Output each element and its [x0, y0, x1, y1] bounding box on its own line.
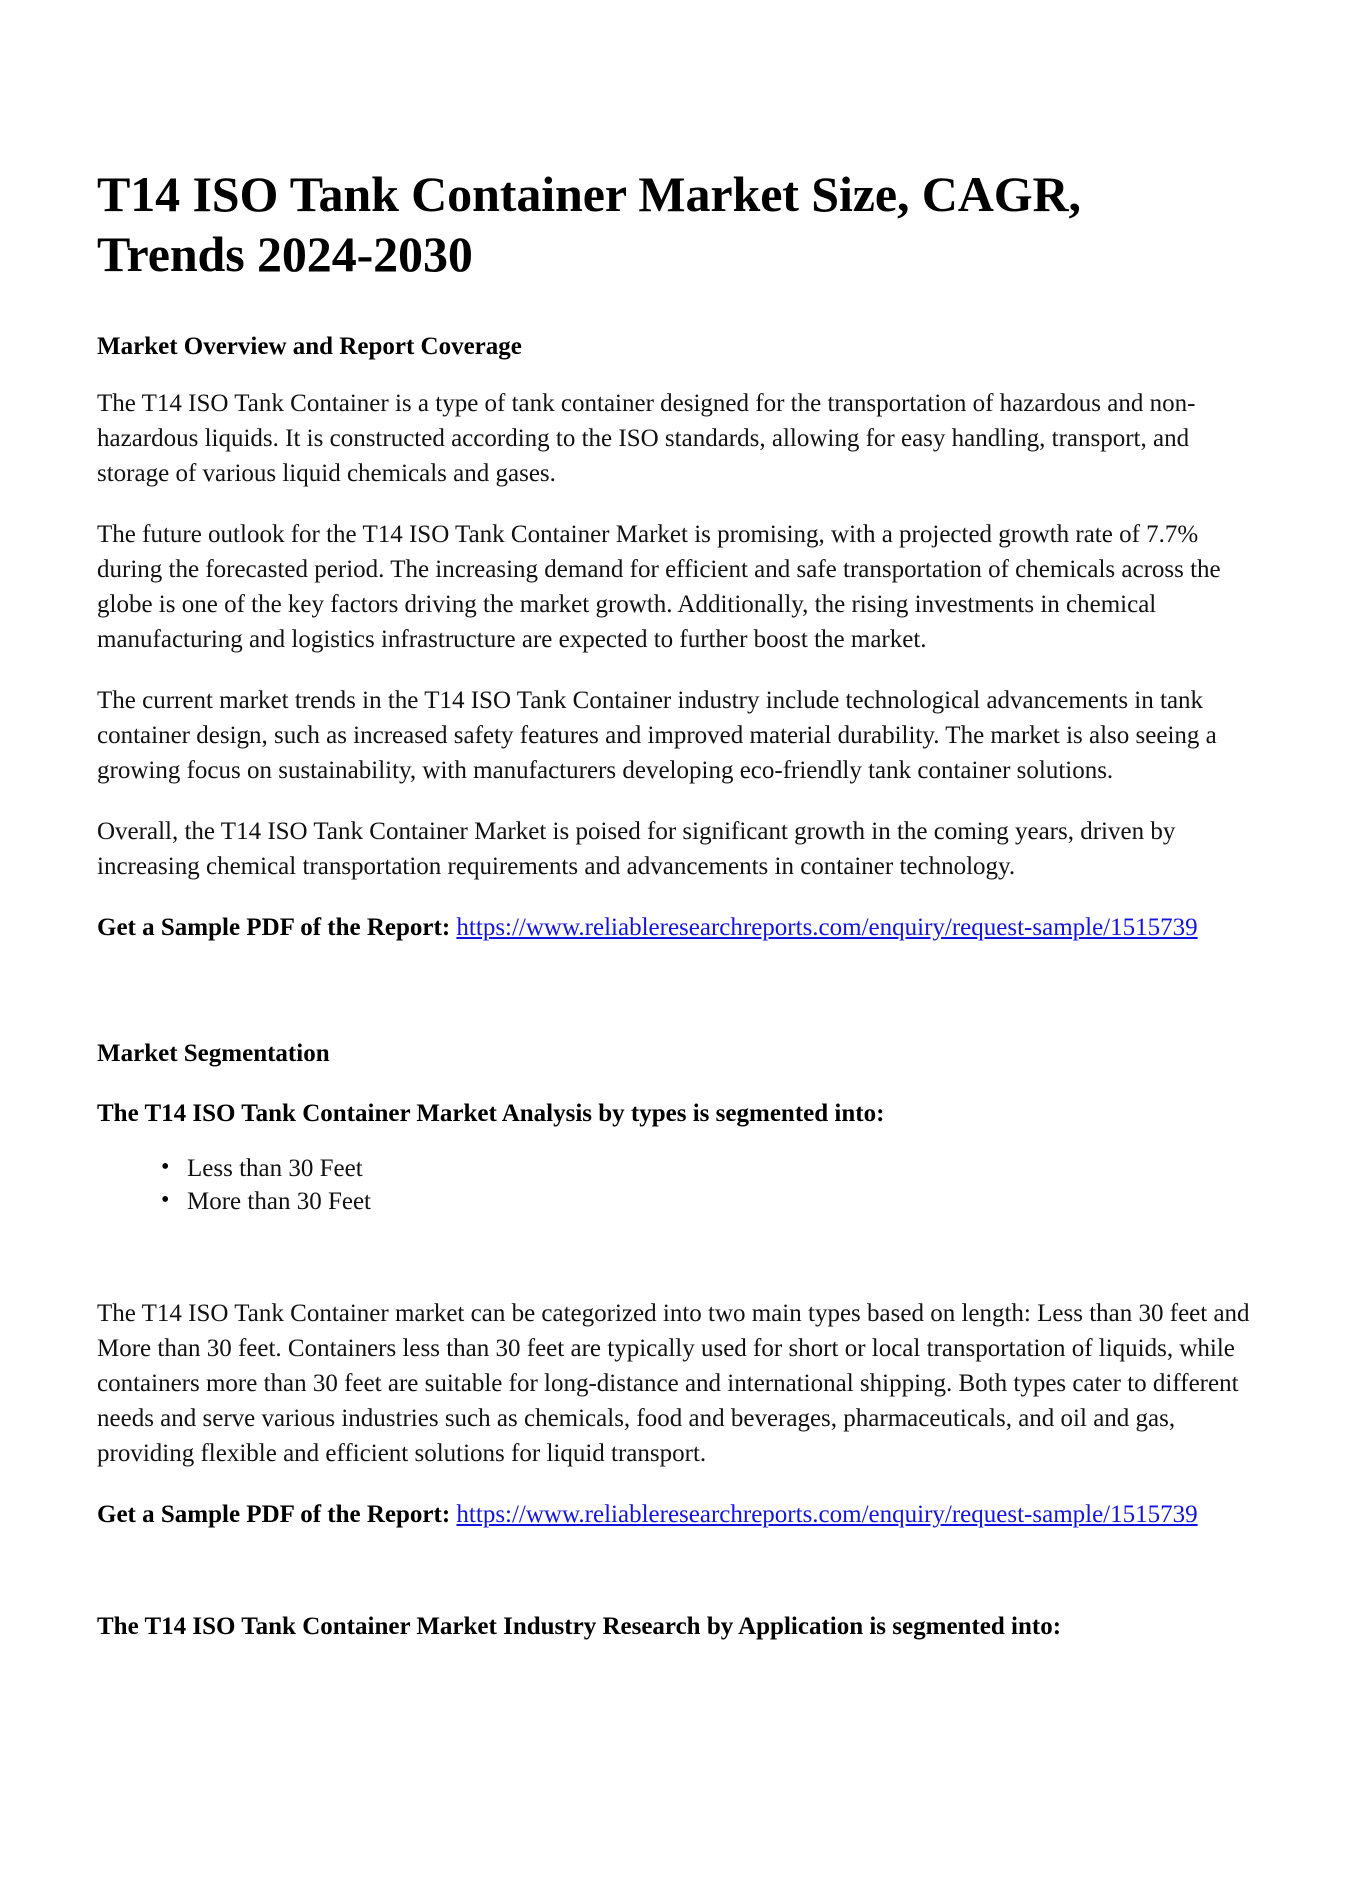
spacer	[97, 657, 1252, 683]
spacer	[97, 284, 1252, 330]
spacer	[97, 364, 1252, 386]
paragraph-type-description: The T14 ISO Tank Container market can be categorized into two main types based on length: Less than 30 feet and More than 30 feet. Containers less than 30 feet are typically used for short or local transportation of liquids, while containers more than 30 feet are suitable for long-distance and international shipping. Both types cater to different needs and serve various industries such as chemicals, food and beverages, pharmaceuticals, and oil and gas, providing flexible and efficient solutions for liquid transport.	[97, 1300, 1250, 1468]
sample-pdf-link[interactable]: https://www.reliableresearchreports.com/enquiry/request-sample/1515739	[456, 913, 1198, 941]
list-item: • More than 30 Feet	[161, 1185, 1252, 1218]
spacer	[97, 945, 1252, 1037]
section-heading-market-overview: Market Overview and Report Coverage	[97, 333, 522, 360]
sample-pdf-label: Get a Sample PDF of the Report:	[97, 1501, 457, 1529]
spacer	[97, 1471, 1252, 1497]
sample-pdf-cta-first	[97, 910, 1252, 945]
document-content	[97, 0, 1252, 1644]
spacer	[97, 788, 1252, 814]
spacer	[97, 1130, 1252, 1152]
spacer	[97, 1218, 1252, 1296]
paragraph-current-trends: The current market trends in the T14 ISO Tank Container industry include technological advancements in tank container design, such as increased safety features and improved material durability. The market is also seeing a growing focus on sustainability, with manufacturers developing eco-friendly tank container solutions.	[97, 686, 1217, 784]
sample-pdf-label: Get a Sample PDF of the Report:	[97, 913, 457, 941]
spacer	[97, 1071, 1252, 1097]
list-item: • Less than 30 Feet	[161, 1152, 1252, 1185]
section-heading-application: The T14 ISO Tank Container Market Industry Research by Application is segmented into:	[97, 1613, 1062, 1641]
paragraph-future-outlook: The future outlook for the T14 ISO Tank Container Market is promising, with a projected growth rate of 7.7% during the forecasted period. The increasing demand for efficient and safe transportation of chemicals across the globe is one of the key factors driving the market growth. Additionally, the rising investments in chemical manufacturing and logistics infrastructure are expected to further boost the market.	[97, 520, 1221, 653]
spacer	[97, 491, 1252, 517]
section-heading-types: The T14 ISO Tank Container Market Analysis by types is segmented into:	[97, 1099, 885, 1127]
paragraph-overview-definition: The T14 ISO Tank Container is a type of tank container designed for the transportation of hazardous and non-hazardous liquids. It is constructed according to the ISO standards, allowing for easy handling, transport, and storage of various liquid chemicals and gases.	[97, 389, 1196, 487]
sample-pdf-link[interactable]: https://www.reliableresearchreports.com/enquiry/request-sample/1515739	[456, 1501, 1198, 1529]
page-title: T14 ISO Tank Container Market Size, CAGR, Trends 2024-2030	[97, 166, 1081, 282]
types-list	[97, 1152, 1252, 1218]
paragraph-overall-summary: Overall, the T14 ISO Tank Container Market is poised for significant growth in the coming years, driven by increasing chemical transportation requirements and advancements in container technology.	[97, 817, 1176, 880]
spacer	[97, 884, 1252, 910]
spacer	[97, 1532, 1252, 1610]
section-heading-market-segmentation: Market Segmentation	[97, 1039, 330, 1067]
sample-pdf-cta-second	[97, 1497, 1252, 1532]
